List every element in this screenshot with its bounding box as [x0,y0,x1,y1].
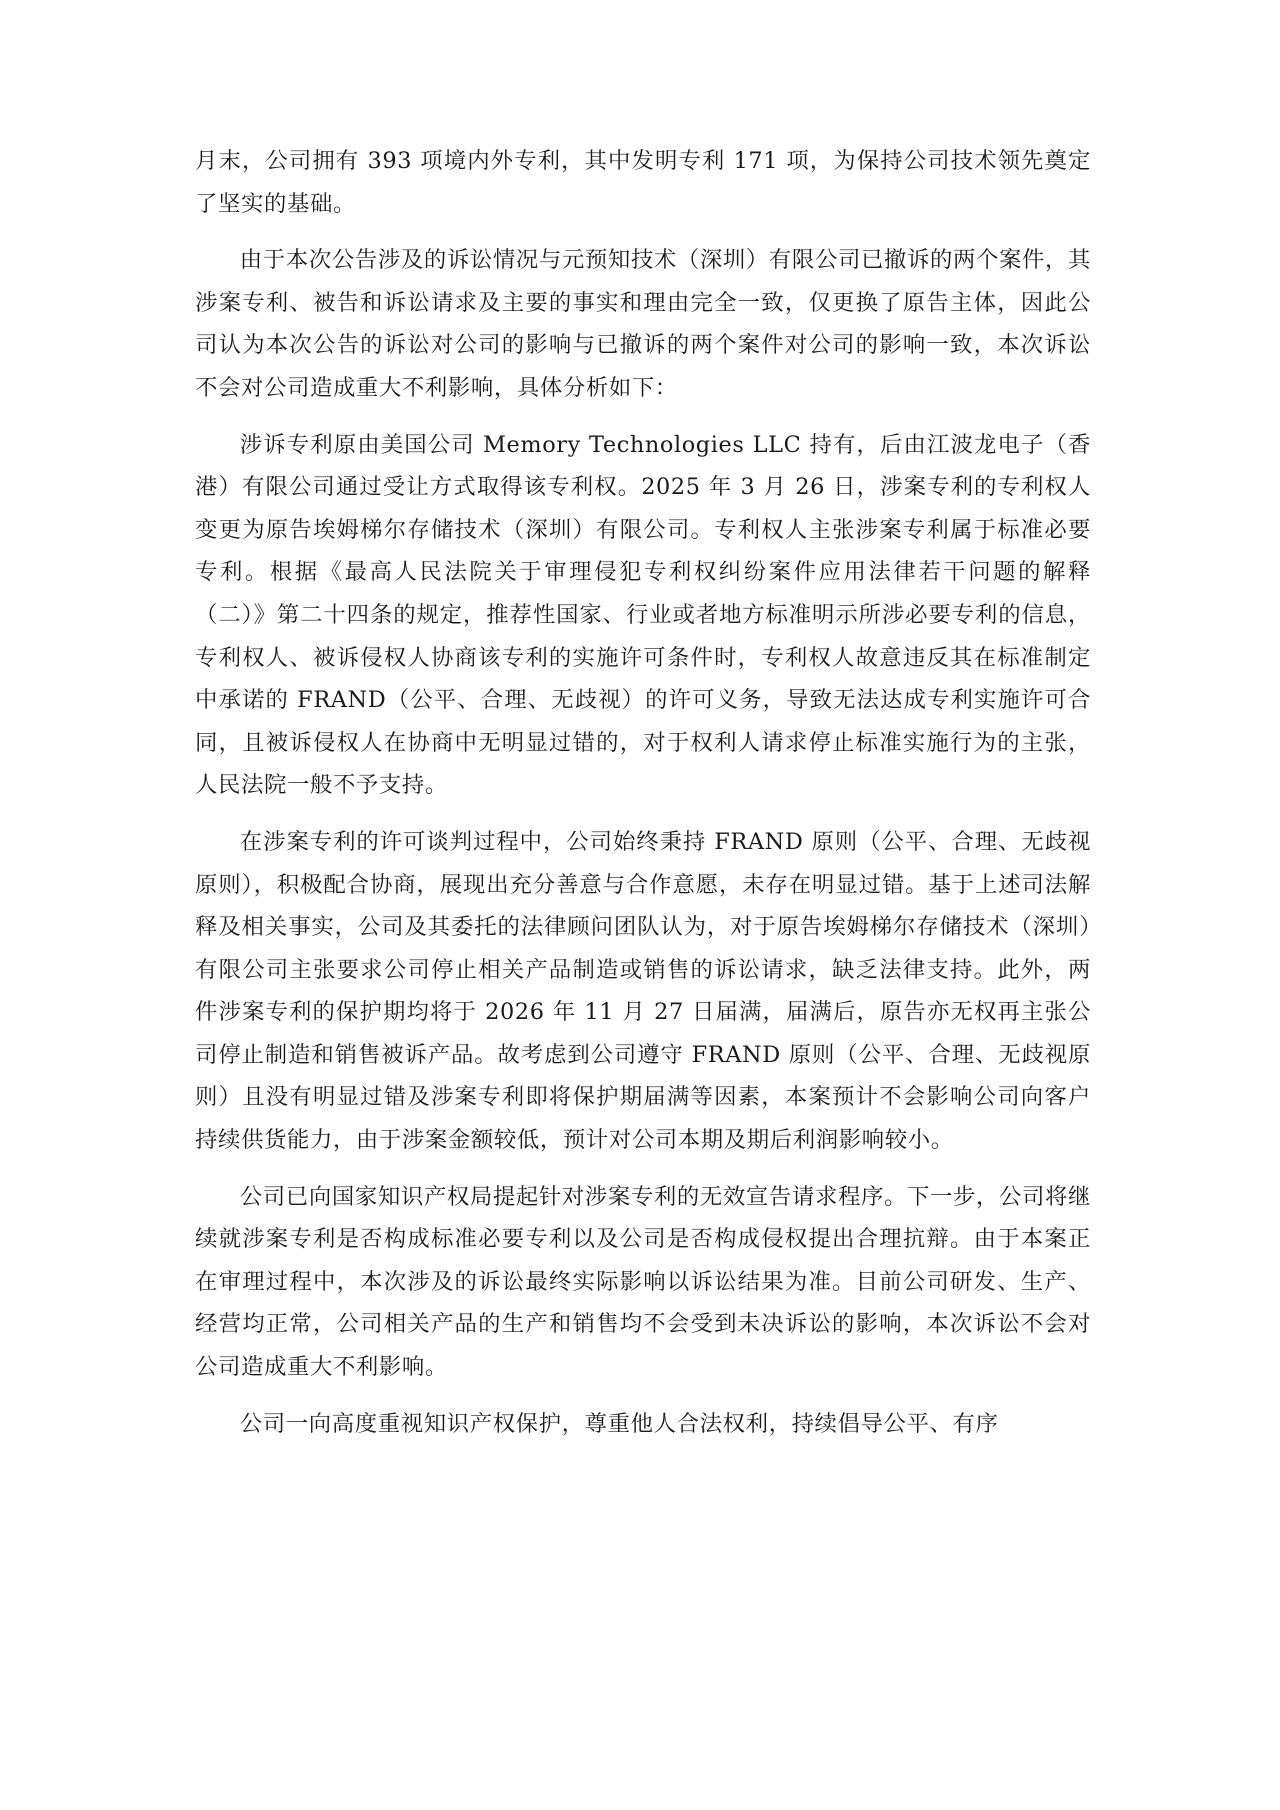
paragraph-patent-origin-frand: 涉诉专利原由美国公司 Memory Technologies LLC 持有，后由江波龙电子（香港）有限公司通过受让方式取得该专利权。2025 年 3 月 26 日，涉案专利的专利权人变更为原告埃姆梯尔存储技术（深圳）有限公司。专利权人主张涉案专利属于标准必要专利。根据《最高人民法院关于审理侵犯专利权纠纷案件应用法律若干问题的解释（二）》第二十四条的规定，推荐性国家、行业或者地方标准明示所涉必要专利的信息，专利权人、被诉侵权人协商该专利的实施许可条件时，专利权人故意违反其在标准制定中承诺的 FRAND（公平、合理、无歧视）的许可义务，导致无法达成专利实施许可合同，且被诉侵权人在协商中无明显过错的，对于权利人请求停止标准实施行为的主张，人民法院一般不予支持。 [195,431,1091,799]
paragraph-ip-protection: 公司一向高度重视知识产权保护，尊重他人合法权利，持续倡导公平、有序 [239,1410,999,1437]
paragraph-negotiation-analysis: 在涉案专利的许可谈判过程中，公司始终秉持 FRAND 原则（公平、合理、无歧视原则），积极配合协商，展现出充分善意与合作意愿，未存在明显过错。基于上述司法解释及相关事实，公司及其委托的法律顾问团队认为，对于原告埃姆梯尔存储技术（深圳）有限公司主张要求公司停止相关产品制造或销售的诉讼请求，缺乏法律支持。此外，两件涉案专利的保护期均将于 2026 年 11 月 27 日届满，届满后，原告亦无权再主张公司停止制造和销售被诉产品。故考虑到公司遵守 FRAND 原则（公平、合理、无歧视原则）且没有明显过错及涉案专利即将保护期届满等因素，本案预计不会影响公司向客户持续供货能力，由于涉案金额较低，预计对公司本期及期后利润影响较小。 [195,828,1091,1154]
document-body [195,140,1091,1445]
paragraph-invalidation-request: 公司已向国家知识产权局提起针对涉案专利的无效宣告请求程序。下一步，公司将继续就涉案专利是否构成标准必要专利以及公司是否构成侵权提出合理抗辩。由于本案正在审理过程中，本次涉及的诉讼最终实际影响以诉讼结果为准。目前公司研发、生产、经营均正常，公司相关产品的生产和销售均不会受到未决诉讼的影响，本次诉讼不会对公司造成重大不利影响。 [195,1183,1091,1381]
paragraph-litigation-overview: 由于本次公告涉及的诉讼情况与元预知技术（深圳）有限公司已撤诉的两个案件，其涉案专利、被告和诉讼请求及主要的事实和理由完全一致，仅更换了原告主体，因此公司认为本次公告的诉讼对公司的影响与已撤诉的两个案件对公司的影响一致，本次诉讼不会对公司造成重大不利影响，具体分析如下： [195,247,1091,401]
paragraph-patent-count: 月末，公司拥有 393 项境内外专利，其中发明专利 171 项，为保持公司技术领先奠定了坚实的基础。 [195,148,1091,217]
